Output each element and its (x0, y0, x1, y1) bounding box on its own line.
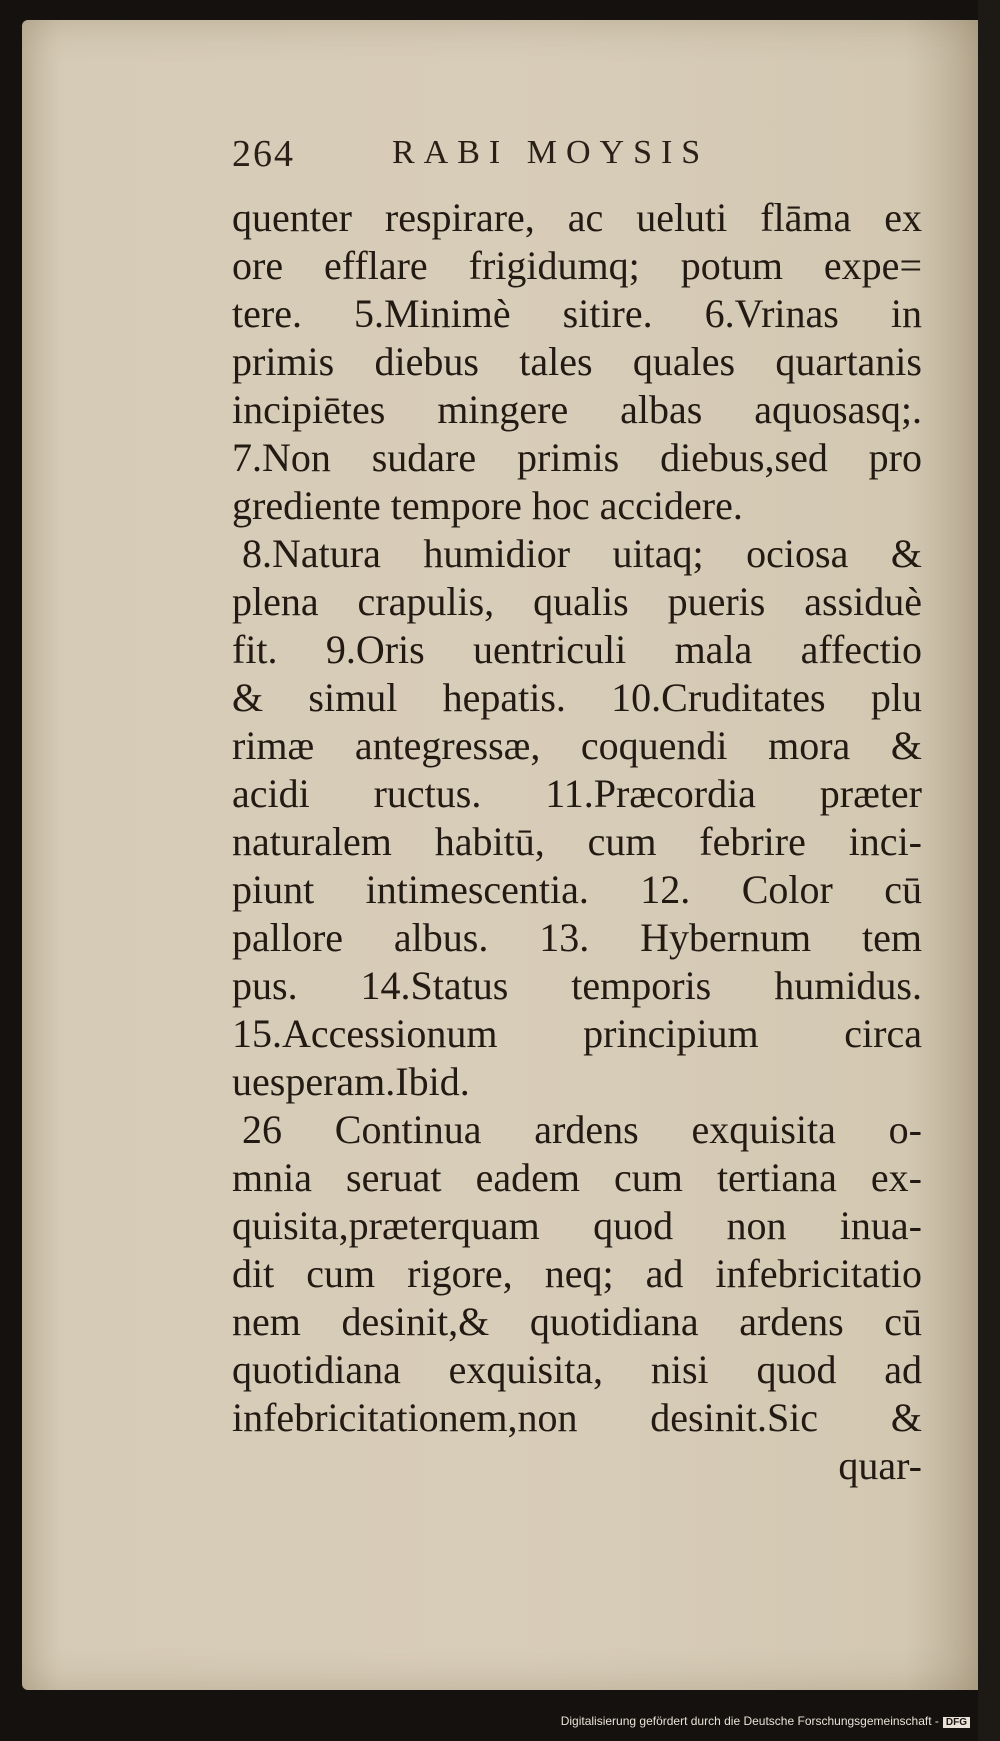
text-line: quisita,præterquam quod non inua- (232, 1203, 922, 1248)
text-line: 15.Accessionum principium circa (232, 1011, 922, 1056)
text-line: pus. 14.Status temporis humidus. (232, 963, 922, 1008)
text-line: ore efflare frigidumq; potum expe= (232, 243, 922, 288)
text-line: uesperam.Ibid. (232, 1059, 470, 1104)
text-line: nem desinit,& quotidiana ardens cū (232, 1299, 922, 1344)
catchword: quar- (838, 1443, 922, 1488)
text-line: piunt intimescentia. 12. Color cū (232, 867, 922, 912)
text-line: tere. 5.Minimè sitire. 6.Vrinas in (232, 291, 922, 336)
text-line: mnia seruat eadem cum tertiana ex- (232, 1155, 922, 1200)
text-line: incipiētes mingere albas aquosasq;. (232, 387, 922, 432)
text-line: grediente tempore hoc accidere. (232, 483, 743, 528)
text-line: fit. 9.Oris uentriculi mala affectio (232, 627, 922, 672)
text-line: naturalem habitū, cum febrire inci- (232, 819, 922, 864)
dfg-logo: DFG (943, 1717, 970, 1728)
page-number: 264 (232, 133, 295, 175)
text-line: rimæ antegressæ, coquendi mora & (232, 723, 922, 768)
page-header (232, 132, 792, 192)
scan-edge (978, 0, 1000, 1741)
text-line: acidi ructus. 11.Præcordia præter (232, 771, 922, 816)
text-line: pallore albus. 13. Hybernum tem (232, 915, 922, 960)
digitization-credit (561, 1714, 970, 1728)
text-line: & simul hepatis. 10.Cruditates plu (232, 675, 922, 720)
text-line: 26 Continua ardens exquisita o- (242, 1107, 922, 1152)
text-line: quotidiana exquisita, nisi quod ad (232, 1347, 922, 1392)
text-line: 7.Non sudare primis diebus,sed pro (232, 435, 922, 480)
text-block (232, 194, 922, 1490)
text-line: dit cum rigore, neq; ad infebricitatio (232, 1251, 922, 1296)
text-line: 8.Natura humidior uitaq; ociosa & (242, 531, 922, 576)
running-head: RABI MOYSIS (392, 134, 710, 171)
text-line: plena crapulis, qualis pueris assiduè (232, 579, 922, 624)
credit-text: Digitalisierung gefördert durch die Deutsche Forschungsgemeinschaft - (560, 1714, 939, 1728)
text-line: primis diebus tales quales quartanis (232, 339, 922, 384)
text-line: quenter respirare, ac ueluti flāma ex (232, 195, 922, 240)
text-line: infebricitationem,non desinit.Sic & (232, 1395, 922, 1440)
